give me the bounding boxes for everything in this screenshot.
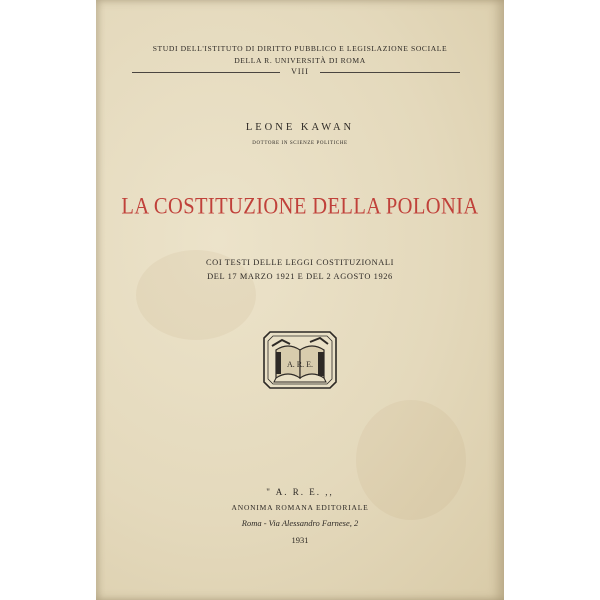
emblem-letters: A. R. E. [287,360,313,369]
author-name: LEONE KAWAN [245,122,355,133]
publisher-name: " A. R. E. ,, [266,487,334,497]
subtitle-line-1: COI TESTI DELLE LEGGI COSTITUZIONALI [206,258,394,267]
book-title: LA COSTITUZIONE DELLA POLONIA [121,194,479,220]
publisher-address: Roma - Via Alessandro Farnese, 2 [241,518,359,528]
author-role: DOTTORE IN SCIENZE POLITICHE [252,141,348,146]
subtitle-line-2: DEL 17 MARZO 1921 E DEL 2 AGOSTO 1926 [207,272,393,281]
series-rule-right [320,72,460,73]
open-book-emblem-icon [262,330,338,390]
book-cover [96,0,504,600]
publication-year: 1931 [291,535,309,545]
series-number: VIII [291,67,309,76]
series-title-line-1: STUDI DELL'ISTITUTO DI DIRITTO PUBBLICO E LEGISLAZIONE SOCIALE [152,44,448,53]
paper-stain [356,400,466,520]
series-title-line-2: DELLA R. UNIVERSITÀ DI ROMA [234,56,366,65]
publisher-house: ANONIMA ROMANA EDITORIALE [231,503,369,512]
